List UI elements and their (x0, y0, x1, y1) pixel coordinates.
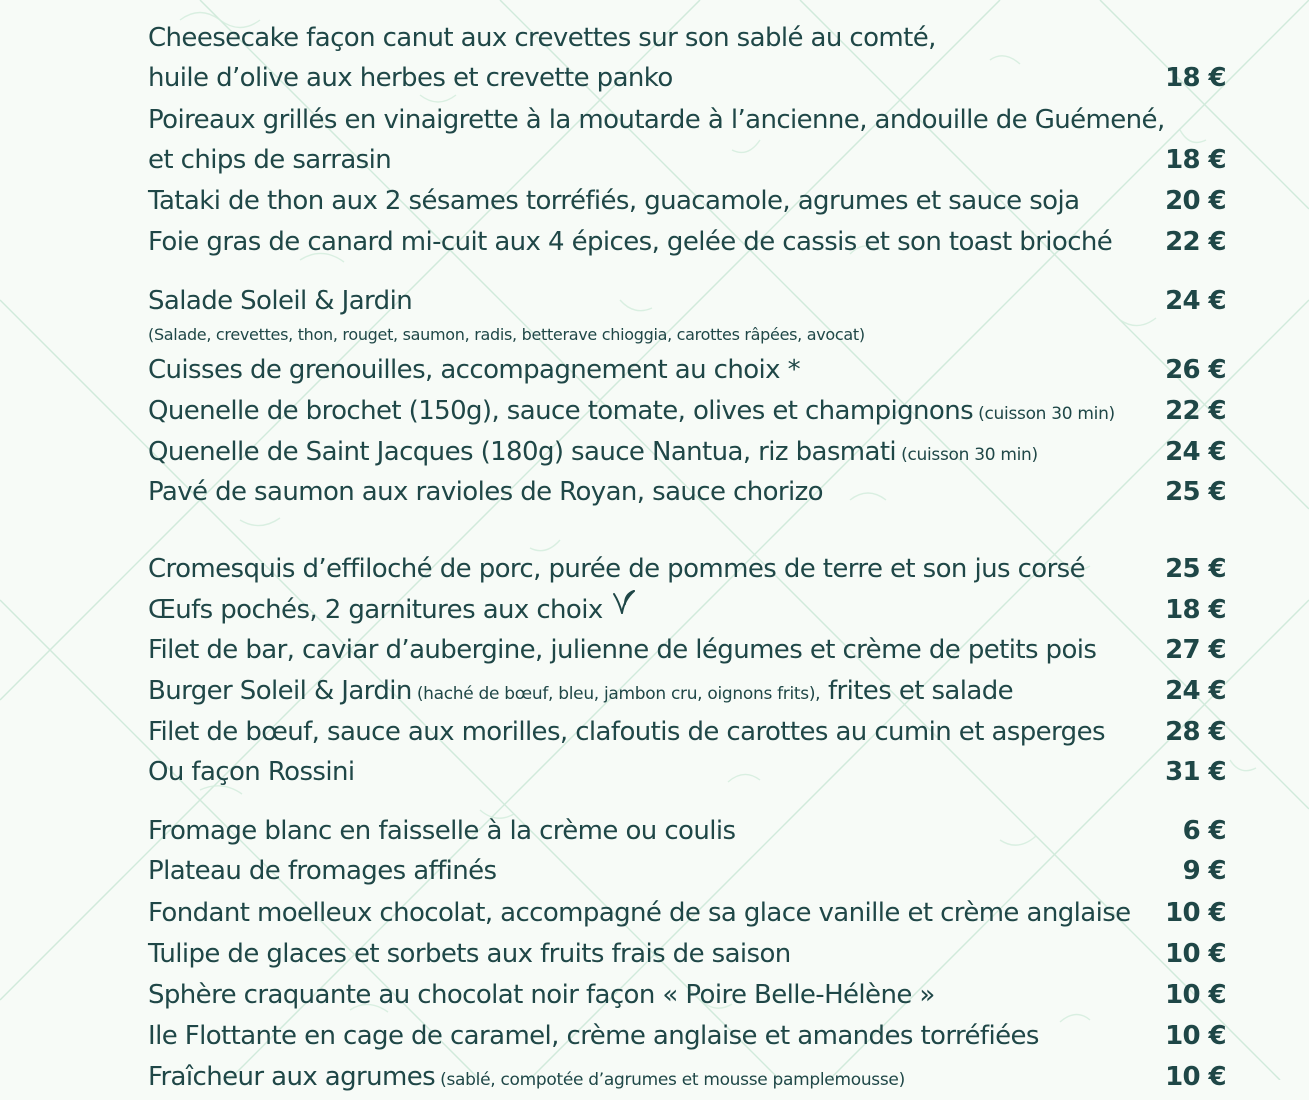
dish-name: et chips de sarrasin (148, 145, 392, 175)
menu-item-name (148, 472, 823, 512)
menu-item-filet-boeuf (148, 712, 1226, 752)
menu-item-name (148, 432, 1038, 475)
dish-name: Cuisses de grenouilles, accompagnement au choix * (148, 355, 801, 385)
menu-item-price: 10 € (1165, 980, 1226, 1010)
menu-item-name (148, 1057, 905, 1100)
dish-name: Filet de bar, caviar d’aubergine, julienne de légumes et crème de petits pois (148, 635, 1097, 665)
menu-item-price: 18 € (1165, 595, 1226, 625)
menu-item-price: 10 € (1165, 1062, 1226, 1092)
menu-item-name (148, 671, 1013, 714)
dish-name: Cromesquis d’effiloché de porc, purée de pommes de terre et son jus corsé (148, 554, 1086, 584)
menu-item-price: 24 € (1165, 286, 1226, 316)
menu-item-name (148, 712, 1105, 752)
menu-item-rossini (148, 752, 1226, 792)
menu-item-name (148, 549, 1085, 589)
menu-item-price: 24 € (1165, 437, 1226, 467)
menu-item-name (148, 100, 1165, 140)
menu-item-name (148, 590, 637, 630)
menu-item-foie-gras (148, 222, 1226, 262)
dish-name: Quenelle de brochet (150g), sauce tomate, olives et champignons (148, 396, 974, 426)
menu-item-name (148, 181, 1079, 221)
dish-name: Ou façon Rossini (148, 757, 355, 787)
dish-name: Cheesecake façon canut aux crevettes sur son sablé au comté, (148, 23, 936, 53)
menu-item-tulipe (148, 934, 1226, 974)
menu-item-name (148, 893, 1131, 933)
menu-item-name (148, 752, 354, 792)
menu-item-poireaux-1 (148, 100, 1226, 140)
dish-name-continued: frites et salade (820, 676, 1014, 706)
leaf-icon (611, 588, 637, 628)
menu-item-price: 10 € (1165, 1021, 1226, 1051)
dish-name: Quenelle de Saint Jacques (180g) sauce Nantua, riz basmati (148, 437, 897, 467)
dish-name: Ile Flottante en cage de caramel, crème anglaise et amandes torréfiées (148, 1021, 1039, 1051)
menu-item-name (148, 281, 412, 321)
menu-item-name (148, 140, 391, 180)
dish-name: Œufs pochés, 2 garnitures aux choix (148, 595, 603, 625)
dish-detail: (cuisson 30 min) (896, 445, 1038, 465)
menu-item-name (148, 350, 800, 390)
menu-item-price: 18 € (1165, 145, 1226, 175)
dish-name: Poireaux grillés en vinaigrette à la moutarde à l’ancienne, andouille de Guémené, (148, 105, 1165, 135)
dish-name: Sphère craquante au chocolat noir façon « Poire Belle-Hélène » (148, 980, 935, 1010)
menu-item-name (148, 58, 673, 98)
menu-item-cheesecake-2 (148, 58, 1226, 98)
dish-name: Plateau de fromages affinés (148, 856, 497, 886)
menu-item-fromage-blanc (148, 811, 1226, 851)
menu-item-price: 6 € (1182, 816, 1226, 846)
dish-detail: (cuisson 30 min) (973, 404, 1115, 424)
menu-item-price: 25 € (1165, 477, 1226, 507)
dish-name: Fraîcheur aux agrumes (148, 1062, 436, 1092)
menu-item-tataki (148, 181, 1226, 221)
menu-item-price: 10 € (1165, 939, 1226, 969)
dish-detail: (sablé, compotée d’agrumes et mousse pamplemousse) (435, 1070, 905, 1090)
menu-item-name (148, 391, 1115, 434)
dish-name: Burger Soleil & Jardin (148, 676, 412, 706)
menu-item-note-salade: (Salade, crevettes, thon, rouget, saumon, radis, betterave chioggia, carottes râpées, avocat) (148, 325, 865, 344)
menu-item-price: 9 € (1182, 856, 1226, 886)
menu-item-price: 18 € (1165, 63, 1226, 93)
menu-item-name (148, 222, 1112, 262)
menu-item-pave-saumon (148, 472, 1226, 512)
menu-item-price: 27 € (1165, 635, 1226, 665)
menu-item-name (148, 851, 497, 891)
dish-name: Filet de bœuf, sauce aux morilles, clafoutis de carottes au cumin et asperges (148, 717, 1105, 747)
dish-name: Pavé de saumon aux ravioles de Royan, sauce chorizo (148, 477, 823, 507)
menu-item-price: 20 € (1165, 186, 1226, 216)
menu-item-price: 24 € (1165, 676, 1226, 706)
menu-item-price: 26 € (1165, 355, 1226, 385)
menu-item-burger (148, 671, 1226, 711)
menu-item-name (148, 1016, 1039, 1056)
menu-item-ile-flottante (148, 1016, 1226, 1056)
menu-item-fondant (148, 893, 1226, 933)
menu-item-price: 28 € (1165, 717, 1226, 747)
dish-name: Salade Soleil & Jardin (148, 286, 413, 316)
menu-item-plateau-fromages (148, 851, 1226, 891)
menu-item-grenouilles (148, 350, 1226, 390)
menu-item-cromesquis (148, 549, 1226, 589)
menu-item-cheesecake-1 (148, 18, 1226, 58)
menu-item-name (148, 934, 791, 974)
menu-item-quenelle-st-jacques (148, 432, 1226, 472)
menu-item-filet-bar (148, 630, 1226, 670)
menu-item-price: 31 € (1165, 757, 1226, 787)
dish-name: Tataki de thon aux 2 sésames torréfiés, guacamole, agrumes et sauce soja (148, 186, 1080, 216)
dish-name: Foie gras de canard mi-cuit aux 4 épices, gelée de cassis et son toast brioché (148, 227, 1113, 257)
menu-item-name (148, 975, 935, 1015)
menu-item-name (148, 811, 735, 851)
menu-item-quenelle-brochet (148, 391, 1226, 431)
dish-name: huile d’olive aux herbes et crevette panko (148, 63, 673, 93)
menu-item-sphere (148, 975, 1226, 1015)
menu-item-poireaux-2 (148, 140, 1226, 180)
menu-item-price: 10 € (1165, 898, 1226, 928)
dish-name: Fromage blanc en faisselle à la crème ou coulis (148, 816, 736, 846)
menu-item-oeufs (148, 590, 1226, 630)
menu-item-fraicheur (148, 1057, 1226, 1097)
menu-item-price: 22 € (1165, 227, 1226, 257)
menu-item-salade (148, 281, 1226, 321)
dish-detail: (haché de bœuf, bleu, jambon cru, oignons frits), (411, 684, 821, 704)
menu-item-name (148, 18, 936, 58)
dish-name: Fondant moelleux chocolat, accompagné de sa glace vanille et crème anglaise (148, 898, 1131, 928)
dish-name: Tulipe de glaces et sorbets aux fruits frais de saison (148, 939, 791, 969)
menu-item-price: 22 € (1165, 396, 1226, 426)
menu-item-price: 25 € (1165, 554, 1226, 584)
menu-item-name (148, 630, 1096, 670)
